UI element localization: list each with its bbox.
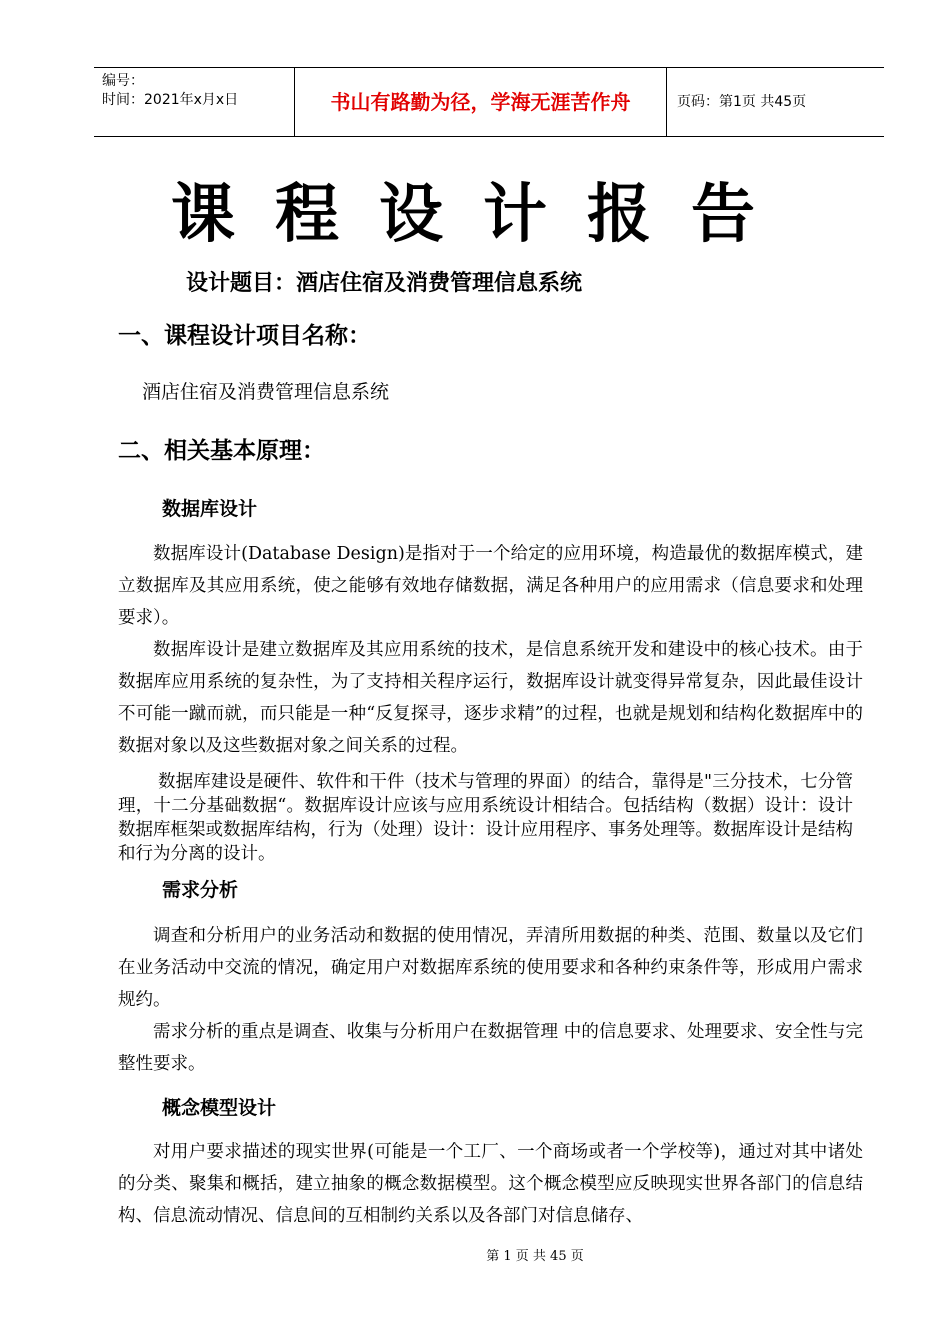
report-title: 课程设计报告 xyxy=(171,178,795,252)
concept-paragraph-1: 对用户要求描述的现实世界(可能是一个工厂、一个商场或者一个学校等)，通过对其中诸处的分类、聚集和概括，建立抽象的概念数据模型。这个概念模型应反映现实世界各部门的信息结构、信息流动情况、信息间的互相制约关系以及各部门对信息储存、 xyxy=(118,1142,863,1226)
db-design-paragraph-1: 数据库设计(Database Design)是指对于一个给定的应用环境，构造最优的数据库模式，建立数据库及其应用系统，使之能够有效地存储数据，满足各种用户的应用需求（信息要求和处理要求）。 xyxy=(118,544,863,628)
db-design-paragraph-3: 数据库建设是硬件、软件和干件（技术与管理的界面）的结合，靠得是"三分技术，七分管理，十二分基础数据“。数据库设计应该与应用系统设计相结合。包括结构（数据）设计：设计数据库框架或数据库结构，行为（处理）设计：设计应用程序、事务处理等。数据库设计是结构和行为分离的设计。 xyxy=(118,772,853,864)
requirements-paragraph-1: 调查和分析用户的业务活动和数据的使用情况，弄清所用数据的种类、范围、数量以及它们在业务活动中交流的情况，确定用户对数据库系统的使用要求和各种约束条件等，形成用户需求规约。 xyxy=(118,926,863,1010)
subheading-concept-model: 概念模型设计 xyxy=(162,1097,277,1119)
project-name-text: 酒店住宿及消费管理信息系统 xyxy=(142,381,390,403)
header-page-info: 页码：第1页 共45页 xyxy=(677,94,807,110)
subheading-db-design: 数据库设计 xyxy=(162,498,258,520)
section-heading-1: 一、课程设计项目名称： xyxy=(118,323,371,349)
page-footer: 第 1 页 共 45 页 xyxy=(486,1249,584,1264)
requirements-paragraph-2: 需求分析的重点是调查、收集与分析用户在数据管理 中的信息要求、处理要求、安全性与完整性要求。 xyxy=(118,1022,863,1074)
document-number-label: 编号： xyxy=(102,73,144,89)
page-header xyxy=(94,67,884,137)
db-design-paragraph-2: 数据库设计是建立数据库及其应用系统的技术，是信息系统开发和建设中的核心技术。由于数据库应用系统的复杂性，为了支持相关程序运行，数据库设计就变得异常复杂，因此最佳设计不可能一蹴而就，而只能是一种“反复探寻，逐步求精”的过程，也就是规划和结构化数据库中的数据对象以及这些数据对象之间关系的过程。 xyxy=(118,640,863,756)
document-time: 时间：2021年x月x日 xyxy=(102,92,239,108)
header-meta xyxy=(94,68,294,136)
subheading-requirements: 需求分析 xyxy=(162,879,239,901)
section-heading-2: 二、相关基本原理： xyxy=(118,438,325,464)
header-motto: 书山有路勤为径，学海无涯苦作舟 xyxy=(294,68,667,136)
report-subtitle: 设计题目：酒店住宿及消费管理信息系统 xyxy=(186,271,583,296)
